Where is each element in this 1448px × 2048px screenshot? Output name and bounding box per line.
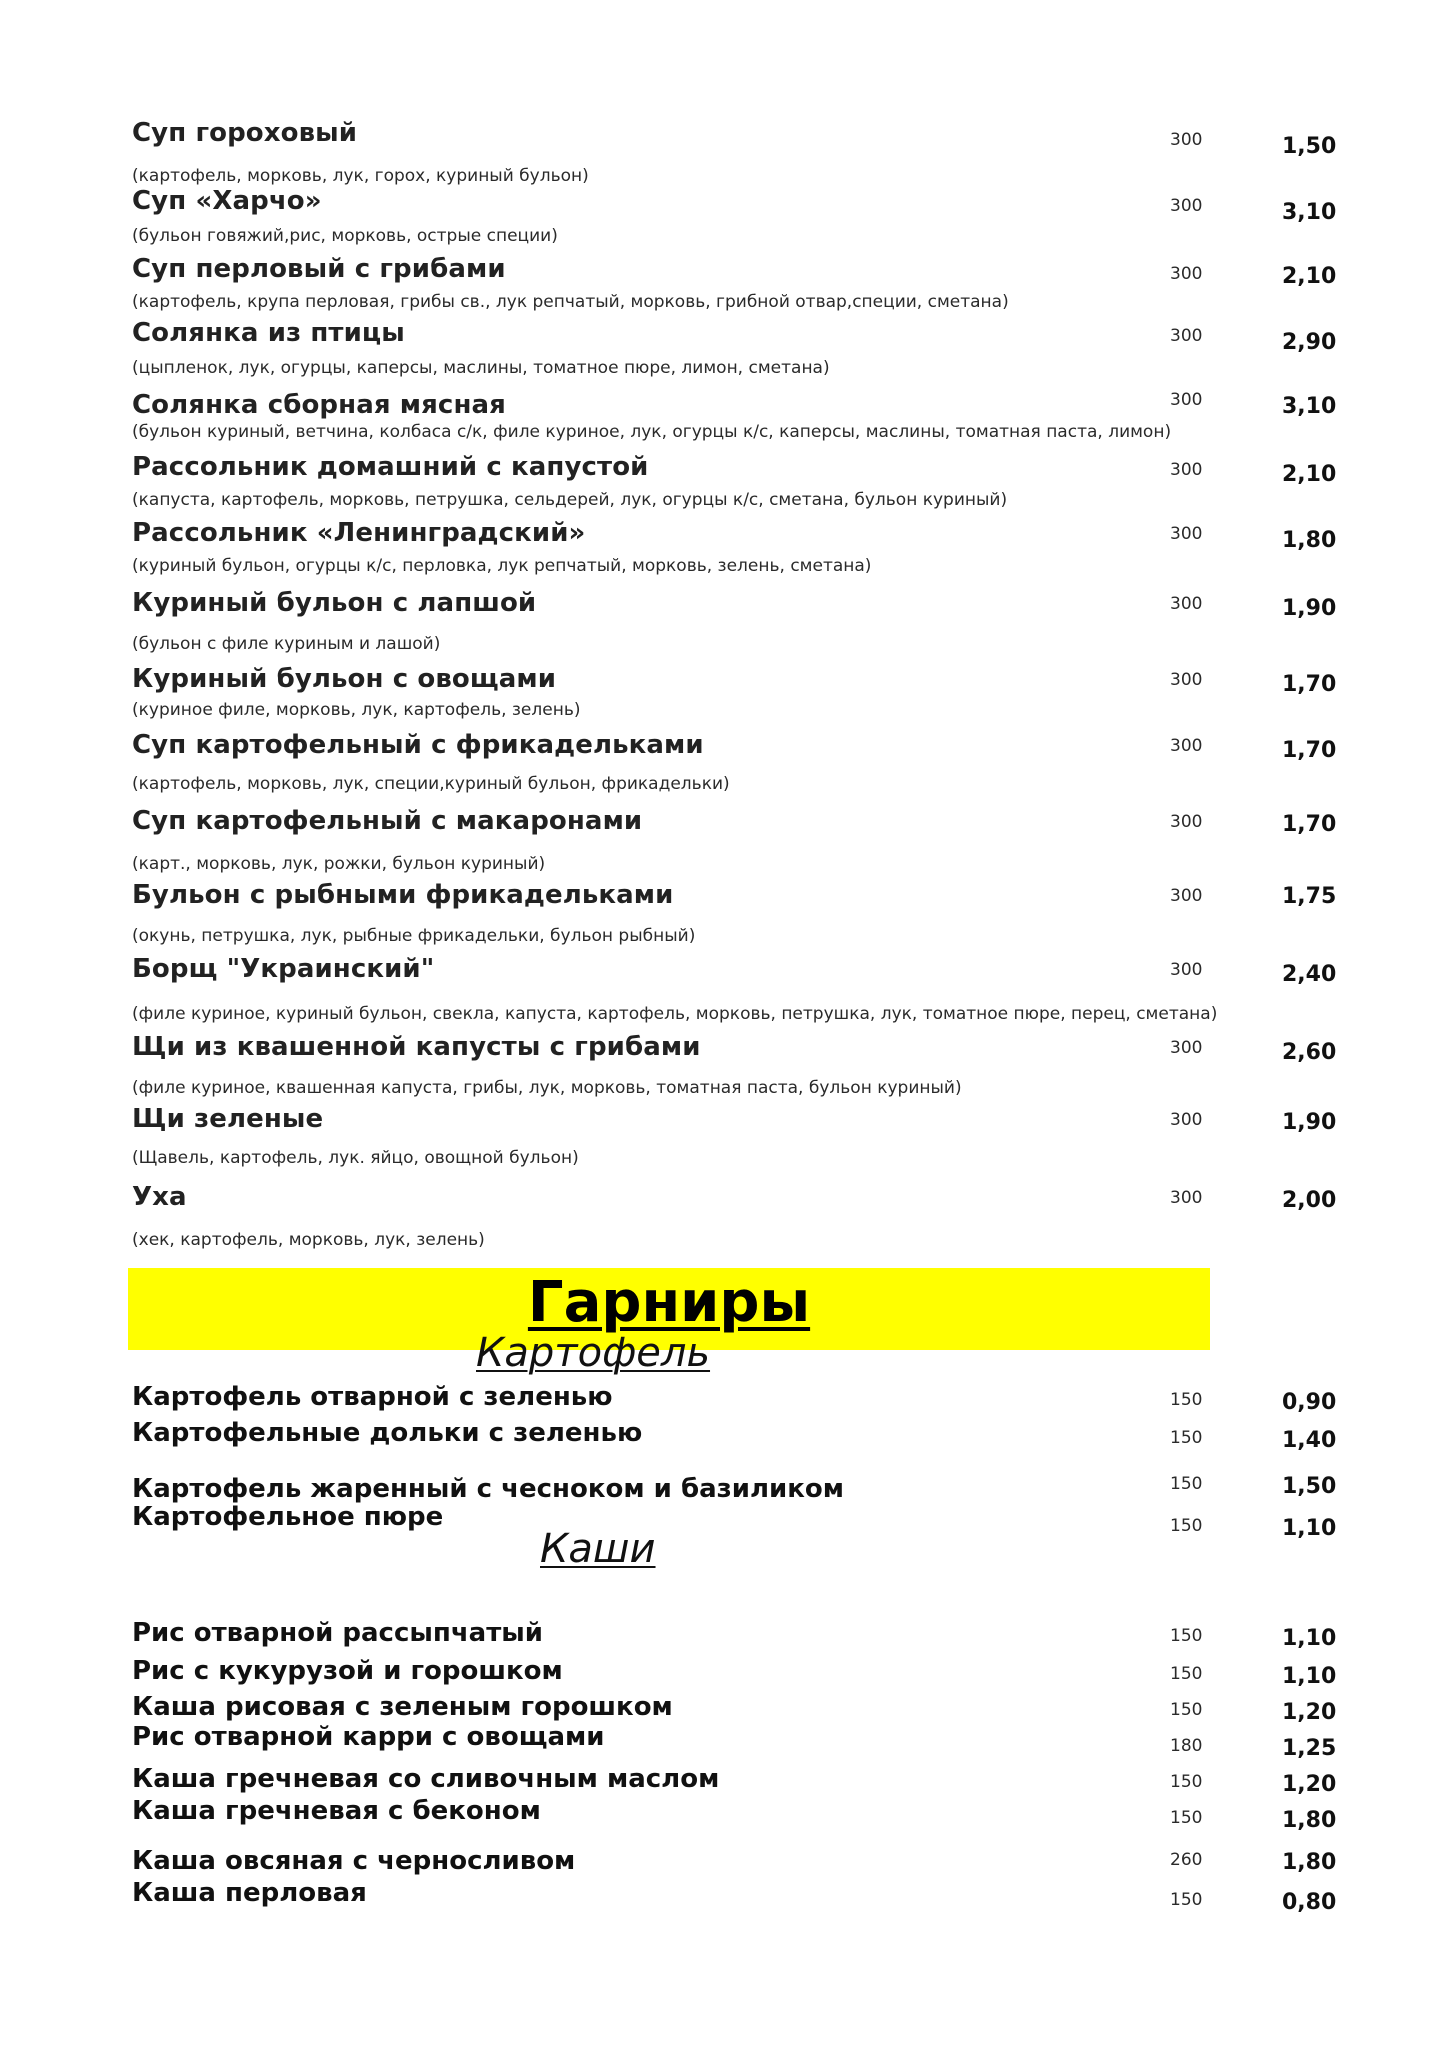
item-description: (филе куриное, квашенная капуста, грибы, лук, морковь, томатная паста, бульон куриный) [132,1078,962,1098]
item-price: 1,50 [1282,1474,1337,1499]
item-price: 1,90 [1282,1110,1337,1135]
item-description: (цыпленок, лук, огурцы, каперсы, маслины, томатное пюре, лимон, сметана) [132,358,830,378]
item-weight: 150 [1170,1428,1203,1448]
item-name: Каша гречневая со сливочным маслом [132,1764,720,1794]
item-price: 1,70 [1282,812,1337,837]
item-price: 0,80 [1282,1890,1337,1915]
subsection-heading-porridge: Каши [540,1526,656,1572]
item-price: 1,80 [1282,1850,1337,1875]
item-price: 2,60 [1282,1040,1337,1065]
item-description: (карт., морковь, лук, рожки, бульон куриный) [132,854,546,874]
item-price: 1,20 [1282,1700,1337,1725]
item-name: Картофель отварной с зеленью [132,1382,613,1412]
item-name: Рис с кукурузой и горошком [132,1656,563,1686]
item-name: Бульон с рыбными фрикадельками [132,880,674,910]
item-description: (куриный бульон, огурцы к/с, перловка, лук репчатый, морковь, зелень, сметана) [132,556,872,576]
item-description: (капуста, картофель, морковь, петрушка, сельдерей, лук, огурцы к/с, сметана, бульон куриный) [132,490,1008,510]
item-weight: 300 [1170,524,1203,544]
item-name: Рассольник «Ленинградский» [132,518,586,548]
item-name: Картофель жаренный с чесноком и базиликом [132,1474,844,1504]
item-weight: 300 [1170,594,1203,614]
item-weight: 300 [1170,460,1203,480]
item-weight: 150 [1170,1772,1203,1792]
item-price: 3,10 [1282,200,1337,225]
item-name: Солянка из птицы [132,318,405,348]
item-name: Куриный бульон с овощами [132,664,557,694]
item-price: 2,10 [1282,462,1337,487]
item-weight: 300 [1170,670,1203,690]
item-name: Щи зеленые [132,1104,324,1134]
item-name: Каша гречневая с беконом [132,1796,541,1826]
item-name: Суп картофельный с макаронами [132,806,643,836]
item-name: Картофельное пюре [132,1502,444,1532]
item-price: 2,10 [1282,264,1337,289]
item-weight: 180 [1170,1736,1203,1756]
item-weight: 300 [1170,1038,1203,1058]
item-weight: 150 [1170,1516,1203,1536]
item-description: (бульон говяжий,рис, морковь, острые специи) [132,226,558,246]
item-name: Рис отварной рассыпчатый [132,1618,544,1648]
item-weight: 300 [1170,812,1203,832]
item-price: 0,90 [1282,1390,1337,1415]
item-description: (хек, картофель, морковь, лук, зелень) [132,1230,485,1250]
item-name: Суп перловый с грибами [132,254,506,284]
item-description: (окунь, петрушка, лук, рыбные фрикадельки, бульон рыбный) [132,926,696,946]
item-weight: 150 [1170,1626,1203,1646]
item-price: 2,90 [1282,330,1337,355]
item-price: 1,25 [1282,1736,1337,1761]
item-weight: 300 [1170,736,1203,756]
item-name: Каша рисовая с зеленым горошком [132,1692,673,1722]
item-name: Рассольник домашний с капустой [132,452,649,482]
item-description: (картофель, морковь, лук, специи,куриный бульон, фрикадельки) [132,774,730,794]
item-weight: 300 [1170,196,1203,216]
item-weight: 300 [1170,1188,1203,1208]
item-price: 1,20 [1282,1772,1337,1797]
item-weight: 150 [1170,1390,1203,1410]
item-name: Каша перловая [132,1878,367,1908]
item-weight: 300 [1170,886,1203,906]
item-price: 1,70 [1282,738,1337,763]
item-weight: 300 [1170,390,1203,410]
item-name: Картофельные дольки с зеленью [132,1418,643,1448]
item-weight: 300 [1170,1110,1203,1130]
item-weight: 300 [1170,264,1203,284]
item-price: 1,90 [1282,596,1337,621]
item-name: Куриный бульон с лапшой [132,588,537,618]
item-description: (картофель, крупа перловая, грибы св., лук репчатый, морковь, грибной отвар,специи, сметана) [132,292,1009,312]
item-price: 1,10 [1282,1626,1337,1651]
item-price: 1,70 [1282,672,1337,697]
item-weight: 150 [1170,1700,1203,1720]
item-weight: 300 [1170,130,1203,150]
item-price: 1,80 [1282,528,1337,553]
item-name: Уха [132,1182,187,1212]
item-weight: 150 [1170,1664,1203,1684]
subsection-heading-potatoes: Картофель [476,1330,711,1376]
item-price: 1,80 [1282,1808,1337,1833]
item-description: (куриное филе, морковь, лук, картофель, зелень) [132,700,581,720]
item-weight: 150 [1170,1808,1203,1828]
item-name: Солянка сборная мясная [132,390,506,420]
item-weight: 300 [1170,960,1203,980]
item-weight: 260 [1170,1850,1203,1870]
item-name: Суп «Харчо» [132,186,322,216]
item-price: 2,40 [1282,962,1337,987]
item-price: 1,50 [1282,134,1337,159]
item-name: Суп картофельный с фрикадельками [132,730,704,760]
item-name: Суп гороховый [132,118,358,148]
item-weight: 300 [1170,326,1203,346]
item-name: Щи из квашенной капусты с грибами [132,1032,701,1062]
item-weight: 150 [1170,1474,1203,1494]
item-price: 1,75 [1282,884,1337,909]
item-name: Каша овсяная с черносливом [132,1846,576,1876]
item-price: 1,40 [1282,1428,1337,1453]
item-name: Рис отварной карри с овощами [132,1722,605,1752]
item-name: Борщ "Украинский" [132,954,435,984]
item-price: 3,10 [1282,394,1337,419]
item-price: 1,10 [1282,1516,1337,1541]
item-description: (картофель, морковь, лук, горох, куриный бульон) [132,166,589,186]
item-description: (бульон с филе куриным и лашой) [132,634,441,654]
item-price: 2,00 [1282,1188,1337,1213]
item-description: (бульон куриный, ветчина, колбаса с/к, филе куриное, лук, огурцы к/с, каперсы, маслины, томатная паста, лимон) [132,422,1172,442]
item-weight: 150 [1170,1890,1203,1910]
item-description: (филе куриное, куриный бульон, свекла, капуста, картофель, морковь, петрушка, лук, томатное пюре, перец, сметана) [132,1004,1218,1024]
section-title: Гарниры [527,1270,811,1335]
item-description: (Щавель, картофель, лук. яйцо, овощной бульон) [132,1148,579,1168]
item-price: 1,10 [1282,1664,1337,1689]
